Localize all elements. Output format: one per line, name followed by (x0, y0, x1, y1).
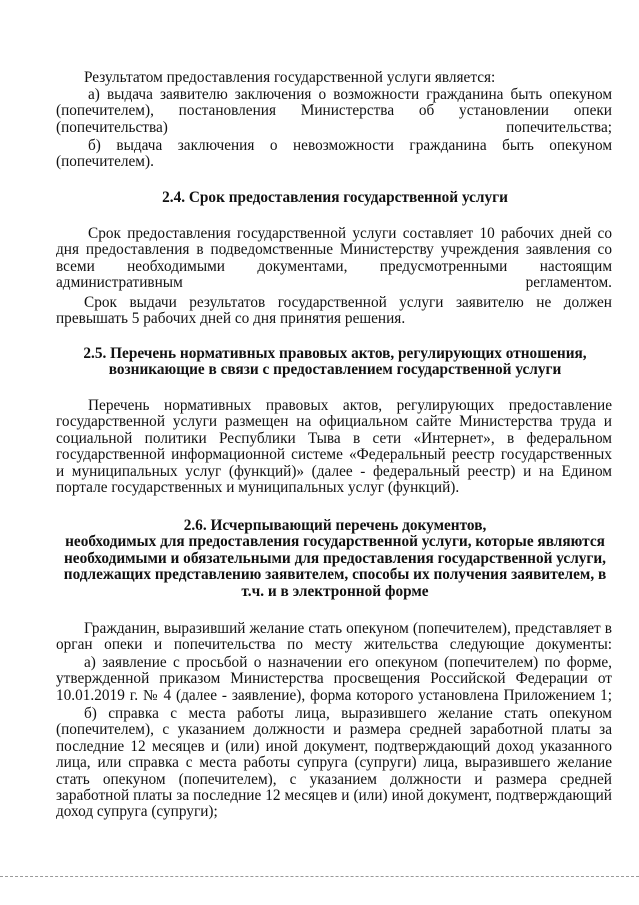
section-2-4-paragraph-1: Срок предоставления государственной услуги составляет 10 рабочих дней со дня предоставления в подведомственные Министерству учреждения заявления со всеми необходимыми документами, предусмотренными настоящим административным регламентом. (56, 225, 612, 292)
section-2-6-paragraph-1: Гражданин, выразивший желание стать опекуном (попечителем), представляет в орган опеки и попечительства по месту жительства следующие документы: (56, 620, 612, 654)
section-2-5-heading-line-2: возникающие в связи с предоставлением государственной услуги (108, 361, 562, 379)
section-2-6-heading-line-2: необходимых для предоставления государственной услуги, которые являются (65, 533, 605, 551)
result-item-b: б) выдача заключения о невозможности гражданина быть опекуном (попечителем). (56, 137, 612, 171)
section-2-4-heading: 2.4. Срок предоставления государственной услуги (162, 189, 508, 206)
section-2-5-heading-line-1: 2.5. Перечень нормативных правовых актов, регулирующих отношения, (83, 345, 587, 362)
section-2-5-paragraph-1: Перечень нормативных правовых актов, регулирующих предоставление государственной услуги размещен на официальном сайте Министерства труда и социальной политики Республики Тыва в сети «Интернет», в федеральном государственной информационной системе «Федеральный реестр государственных и муниципальных услуг (функций)» (далее - федеральный реестр) и на Едином портале государственных и муниципальных услуг (функций). (56, 397, 612, 497)
section-2-6-heading-line-1: 2.6. Исчерпывающий перечень документов, (183, 517, 487, 534)
section-2-6-heading-line-5: т.ч. и в электронной форме (241, 582, 429, 600)
section-2-4-paragraph-2: Срок выдачи результатов государственной услуги заявителю не должен превышать 5 рабочих дней со дня принятия решения. (56, 294, 612, 328)
section-2-6-item-a: а) заявление с просьбой о назначении его опекуном (попечителем) по форме, утвержденной приказом Министерства просвещения Российской Федерации от 10.01.2019 г. № 4 (далее - заявление), форма которого установлена Приложением 1; (56, 654, 612, 704)
section-2-6-heading-line-3: необходимыми и обязательными для предоставления государственной услуги, (63, 549, 607, 567)
section-2-6-heading-line-4: подлежащих представлению заявителем, способы их получения заявителем, в (63, 566, 607, 584)
section-2-5-heading (40, 346, 630, 379)
result-item-a: а) выдача заявителю заключения о возможности гражданина быть опекуном (попечителем), постановления Министерства об установлении опеки (попечительства) попечительства; (56, 86, 612, 136)
page-bottom-rule (0, 876, 639, 877)
section-2-6-heading (40, 518, 630, 600)
section-2-6-item-b: б) справка с места работы лица, выразившего желание стать опекуном (попечителем), с указанием должности и размера средней заработной платы за последние 12 месяцев и (или) иной документ, подтверждающий доход указанного лица, или справка с места работы супруга (супруги) лица, выразившего желание стать опекуном (попечителем), с указанием должности и размера средней заработной платы за последние 12 месяцев и (или) иной документ, подтверждающий доход супруга (супруги); (56, 705, 612, 821)
result-intro: Результатом предоставления государственной услуги является: (84, 69, 496, 86)
